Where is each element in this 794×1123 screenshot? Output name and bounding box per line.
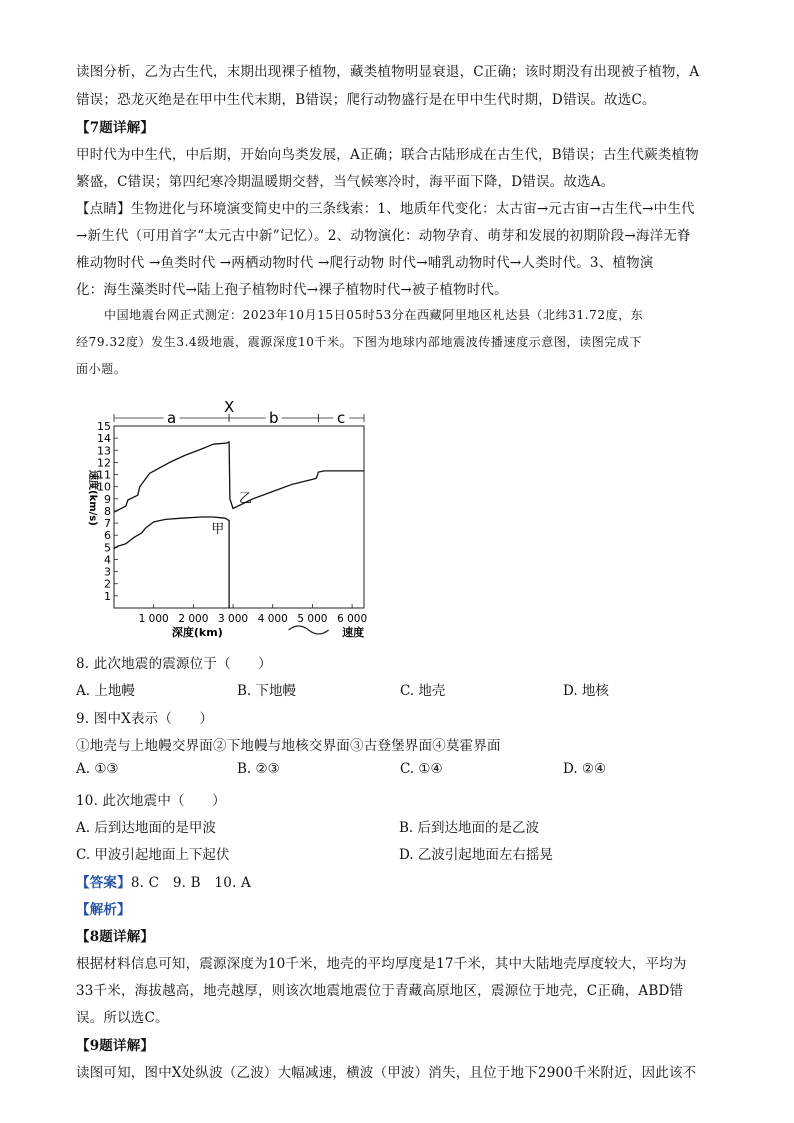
series-label-yi: 乙: [239, 491, 253, 507]
q8-option-b[interactable]: B. 下地幔: [237, 683, 297, 699]
y-tick-label: 15: [97, 420, 111, 433]
series-label-jia: 甲: [211, 521, 225, 537]
y-tick-label: 4: [104, 553, 111, 567]
y-axis-label: 速度(km/s): [87, 470, 98, 526]
paragraph-line: 错误；恐龙灭绝是在甲中生代末期，B错误；爬行动物盛行是在甲中生代时期，D错误。故选C。: [76, 92, 656, 108]
tip-line: 【点睛】生物进化与环境演变简史中的三条线索：1、地质年代变化：太古宙→元古宙→古生代→中生代: [76, 201, 695, 217]
q10-option-a[interactable]: A. 后到达地面的是甲波: [76, 820, 216, 836]
y-tick-label: 11: [97, 468, 111, 482]
analysis-label: 【解析】: [76, 902, 131, 918]
material-line: 中国地震台网正式测定：2023年10月15日05时53分在西藏阿里地区札达县（北纬31.72度，东: [104, 308, 644, 322]
q10-option-d[interactable]: D. 乙波引起地面左右摇晃: [399, 847, 553, 863]
question-10: 10. 此次地震中（ ）: [76, 793, 226, 809]
y-tick-label: 10: [97, 480, 111, 494]
y-tick-label: 13: [97, 444, 111, 458]
paragraph-line: 读图分析，乙为古生代，末期出现裸子植物，藏类植物明显衰退，C正确；该时期没有出现被子植物，A: [76, 64, 700, 80]
section-heading-7: 【7题详解】: [76, 120, 155, 136]
y-tick-label: 9: [104, 492, 111, 506]
boundary-label: X: [223, 398, 235, 416]
y-tick-label: 14: [97, 432, 111, 446]
y-tick-label: 2: [104, 577, 111, 591]
y-tick-label: 1: [104, 589, 111, 603]
tip-line: 化：海生藻类时代→陆上孢子植物时代→裸子植物时代→被子植物时代。: [76, 282, 508, 298]
x-tick-label: 5 000: [297, 613, 328, 625]
x-tick-label: 4 000: [257, 613, 288, 625]
layer-label-b: b: [268, 409, 279, 427]
q8-option-c[interactable]: C. 地壳: [400, 683, 446, 699]
tip-line: →新生代（可用首字“太元古中新”记忆）。2、动物演化：动物孕育、萌芽和发展的初期阶段→海洋无脊: [76, 228, 691, 244]
y-tick-label: 3: [104, 565, 111, 579]
x-tick-label: 3 000: [218, 613, 249, 625]
q8-option-d[interactable]: D. 地核: [563, 683, 609, 699]
q10-option-b[interactable]: B. 后到达地面的是乙波: [399, 820, 540, 836]
legend-label: 速度: [342, 626, 365, 639]
x-tick-label: 1 000: [138, 613, 169, 625]
question-8: 8. 此次地震的震源位于（ ）: [76, 656, 272, 672]
section-heading-9: 【9题详解】: [76, 1038, 155, 1054]
question-9-statements: ①地壳与上地幔交界面②下地幔与地核交界面③古登堡界面④莫霍界面: [76, 738, 501, 754]
material-line: 面小题。: [76, 362, 127, 376]
explanation-line: 读图可知，图中X处纵波（乙波）大幅减速，横波（甲波）消失，且位于地下2900千米附近，因此该不: [76, 1065, 697, 1081]
material-line: 经79.32度）发生3.4级地震，震源深度10千米。下图为地球内部地震波传播速度示意图，读图完成下: [76, 335, 643, 349]
section-heading-8: 【8题详解】: [76, 929, 155, 945]
explanation-line: 误。所以选C。: [76, 1010, 169, 1026]
x-tick-label: 2 000: [178, 613, 209, 625]
seismic-velocity-chart: [76, 394, 376, 644]
question-9: 9. 图中X表示（ ）: [76, 711, 214, 727]
y-tick-label: 6: [104, 529, 111, 543]
answer-label: 【答案】: [76, 875, 131, 891]
explanation-line: 根据材料信息可知，震源深度为10千米，地壳的平均厚度是17千米，其中大陆地壳厚度较大，平均为: [76, 956, 687, 972]
explanation-line: 33千米，海拔越高，地壳越厚，则该次地震地震位于青藏高原地区，震源位于地壳，C正确，ABD错: [76, 983, 684, 999]
q9-option-a[interactable]: A. ①③: [76, 761, 119, 777]
q9-option-c[interactable]: C. ①④: [400, 761, 443, 777]
tip-line: 椎动物时代 →鱼类时代 →两栖动物时代 →爬行动物 时代→哺乳动物时代→人类时代。3、植物演: [76, 255, 654, 271]
y-tick-label: 12: [97, 456, 111, 470]
y-tick-label: 8: [104, 504, 111, 518]
q8-option-a[interactable]: A. 上地幔: [76, 683, 135, 699]
y-tick-label: 7: [104, 517, 111, 531]
q10-option-c[interactable]: C. 甲波引起地面上下起伏: [76, 847, 230, 863]
answer-text: 8. C 9. B 10. A: [130, 875, 251, 891]
paragraph-line: 繁盛，C错误；第四纪寒冷期温暖期交替，当气候寒冷时，海平面下降，D错误。故选A。: [76, 174, 615, 190]
layer-label-c: c: [337, 409, 346, 427]
paragraph-line: 甲时代为中生代，中后期，开始向鸟类发展，A正确；联合古陆形成在古生代，B错误；古生代蕨类植物: [76, 147, 699, 163]
legend-line: [289, 626, 329, 634]
layer-label-a: a: [166, 409, 177, 427]
y-tick-label: 5: [104, 541, 111, 555]
q9-option-b[interactable]: B. ②③: [237, 761, 280, 777]
x-tick-label: 6 000: [337, 613, 368, 625]
q9-option-d[interactable]: D. ②④: [563, 761, 607, 777]
plot-frame: [114, 426, 364, 608]
x-axis-label: 深度(km): [171, 626, 223, 639]
answer-line: [76, 871, 251, 891]
